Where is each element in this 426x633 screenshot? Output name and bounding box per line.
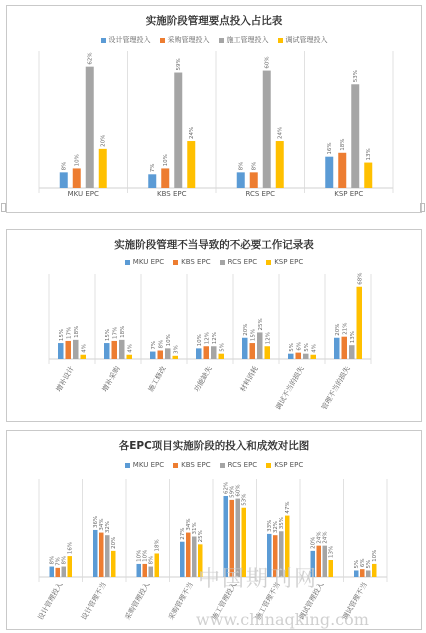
data-label: 59% <box>229 485 236 498</box>
data-label: 62% <box>223 481 230 494</box>
data-label: 32% <box>273 520 280 534</box>
data-label: 8% <box>251 161 258 171</box>
legend-label: KBS EPC <box>181 258 211 266</box>
chart-panel-1 <box>6 5 422 213</box>
bar <box>349 345 355 359</box>
x-tick-label: MKU EPC <box>67 190 99 198</box>
bar <box>204 346 210 359</box>
data-label: 21% <box>342 322 349 335</box>
data-label: 10% <box>196 334 203 347</box>
bar <box>360 569 365 577</box>
bar <box>174 73 182 188</box>
bar <box>372 564 377 577</box>
x-tick-label: 调试管理不当 <box>341 581 369 622</box>
data-label: 17% <box>66 326 73 339</box>
bar <box>276 141 284 188</box>
bar <box>73 168 81 188</box>
bar <box>60 172 68 188</box>
data-label: 8% <box>238 161 245 171</box>
data-label: 8% <box>61 555 68 565</box>
bar <box>58 343 64 359</box>
data-label: 15% <box>58 328 65 342</box>
data-label: 10% <box>142 549 149 562</box>
legend-label: KSP EPC <box>274 258 304 266</box>
legend-label: 采购管理投入 <box>167 36 210 44</box>
bar <box>161 168 169 188</box>
bar <box>180 542 185 577</box>
legend-label: 调试管理投入 <box>285 36 328 44</box>
data-label: 24% <box>189 126 196 140</box>
bar <box>211 346 217 359</box>
bar <box>150 352 156 359</box>
legend-label: 施工管理投入 <box>226 36 269 44</box>
data-label: 8% <box>49 555 56 565</box>
data-label: 3% <box>173 345 180 354</box>
bar <box>334 338 340 359</box>
data-label: 60% <box>235 484 242 497</box>
x-tick-label: 增补设计 <box>54 365 76 394</box>
bar <box>192 536 197 577</box>
bar <box>250 343 256 359</box>
data-label: 18% <box>73 325 80 338</box>
legend-label: KSP EPC <box>274 461 304 469</box>
data-label: 10% <box>165 334 172 347</box>
data-label: 5% <box>354 559 361 569</box>
legend-label: RCS EPC <box>227 258 258 266</box>
data-label: 5% <box>303 342 310 352</box>
bar <box>112 341 118 359</box>
data-label: 6% <box>296 341 303 351</box>
data-label: 4% <box>81 344 88 353</box>
data-label: 60% <box>264 56 271 69</box>
data-label: 20% <box>334 323 341 336</box>
data-label: 15% <box>250 328 257 342</box>
bar <box>93 530 98 577</box>
bar <box>81 355 87 359</box>
chart-plot <box>7 6 421 212</box>
data-label: 4% <box>127 344 134 353</box>
data-label: 12% <box>204 332 211 345</box>
data-label: 24% <box>277 126 284 140</box>
bar <box>354 570 359 577</box>
x-tick-label: 设计管理不当 <box>80 581 108 622</box>
data-label: 12% <box>265 332 272 345</box>
data-label: 10% <box>372 549 379 562</box>
bar <box>338 153 346 188</box>
data-label: 12% <box>211 332 218 345</box>
bar <box>311 355 317 359</box>
data-label: 20% <box>100 134 107 147</box>
data-label: 47% <box>285 501 292 514</box>
bar <box>148 174 156 188</box>
data-label: 68% <box>357 272 364 285</box>
legend-label: 设计管理投入 <box>108 36 151 44</box>
x-tick-label: RCS EPC <box>245 190 276 198</box>
chart-title: 各EPC项目实施阶段的投入和成效对比图 <box>118 440 310 452</box>
bar <box>143 564 148 577</box>
bar <box>323 546 328 577</box>
bar <box>186 533 191 577</box>
data-label: 13% <box>366 148 373 161</box>
chart-panel-3 <box>6 430 422 630</box>
x-tick-label: KBS EPC <box>157 190 187 198</box>
legend-label: RCS EPC <box>227 461 258 469</box>
chart-plot <box>7 431 421 629</box>
data-label: 32% <box>105 520 112 534</box>
data-label: 8% <box>158 339 165 349</box>
bar <box>99 149 107 188</box>
bar <box>86 67 94 188</box>
data-label: 27% <box>180 527 187 540</box>
data-label: 6% <box>360 558 367 568</box>
data-label: 10% <box>163 154 170 167</box>
data-label: 35% <box>279 517 286 530</box>
bar <box>237 172 245 188</box>
data-label: 33% <box>267 519 274 532</box>
bar <box>62 567 67 577</box>
data-label: 10% <box>136 549 143 562</box>
x-tick-label: 设计管理投入 <box>36 581 65 622</box>
data-label: 13% <box>328 545 335 559</box>
page-edge-marker <box>420 203 425 212</box>
bar <box>50 567 55 577</box>
bar <box>68 556 73 577</box>
bar <box>105 535 110 577</box>
x-tick-label: 功能缺失 <box>192 365 214 394</box>
data-label: 5% <box>219 342 226 352</box>
x-tick-label: 施工管理不当 <box>254 581 282 622</box>
bar <box>263 71 271 188</box>
bar <box>119 340 125 359</box>
bar <box>257 332 263 359</box>
bar <box>158 351 164 360</box>
bar <box>66 341 72 359</box>
bar <box>219 354 225 359</box>
data-label: 25% <box>257 318 264 331</box>
watermark-url: www.chinaqking.com <box>196 610 369 629</box>
bar <box>196 348 202 359</box>
bar <box>342 337 348 359</box>
bar <box>137 564 142 577</box>
data-label: 59% <box>176 58 183 71</box>
data-label: 25% <box>198 530 205 543</box>
data-label: 10% <box>74 154 81 167</box>
data-label: 34% <box>186 518 193 531</box>
x-tick-label: 施工管理投入 <box>210 581 239 622</box>
data-label: 7% <box>150 340 157 350</box>
bar <box>364 163 372 188</box>
data-label: 7% <box>150 163 157 173</box>
data-label: 17% <box>112 326 119 339</box>
data-label: 53% <box>353 70 360 83</box>
data-label: 18% <box>154 539 161 552</box>
data-label: 4% <box>311 344 318 353</box>
x-tick-label: 采购管理投入 <box>123 581 152 622</box>
bar <box>149 567 154 577</box>
data-label: 20% <box>111 536 118 549</box>
bar <box>155 553 160 577</box>
data-label: 20% <box>310 536 317 549</box>
x-tick-label: 增补采购 <box>100 365 122 394</box>
page-edge-marker <box>1 203 6 212</box>
data-label: 36% <box>93 515 100 528</box>
bar <box>187 141 195 188</box>
legend-label: MKU EPC <box>132 258 165 266</box>
bar <box>99 533 104 577</box>
bar <box>329 560 334 577</box>
chart-title: 实施阶段管理要点投入占比表 <box>145 15 283 27</box>
data-label: 7% <box>55 557 62 566</box>
data-label: 5% <box>366 559 373 569</box>
bar <box>56 568 61 577</box>
bar <box>104 343 110 359</box>
x-tick-label: 材料消耗 <box>238 365 260 394</box>
bar <box>165 348 171 359</box>
bar <box>111 551 116 577</box>
data-label: 53% <box>241 493 248 506</box>
chart-title: 实施阶段管理不当导致的不必要工作记录表 <box>114 239 314 251</box>
data-label: 5% <box>288 342 295 352</box>
bar <box>366 570 371 577</box>
bar <box>127 355 133 359</box>
data-label: 8% <box>148 555 155 565</box>
data-label: 24% <box>316 531 323 544</box>
data-label: 15% <box>104 328 111 342</box>
data-label: 20% <box>242 323 249 336</box>
data-label: 18% <box>119 325 126 338</box>
x-tick-label: 调试管理投入 <box>297 581 326 622</box>
x-tick-label: KSP EPC <box>334 190 364 198</box>
chart-panel-2 <box>6 229 422 422</box>
watermark-title: 中国期刊网 <box>198 567 319 592</box>
data-label: 24% <box>322 531 329 544</box>
data-label: 16% <box>67 541 74 555</box>
bar <box>288 354 294 359</box>
data-label: 31% <box>192 522 199 535</box>
data-label: 8% <box>61 161 68 171</box>
x-tick-label: 管理不当的损失 <box>320 365 352 412</box>
bar <box>325 157 333 188</box>
x-tick-label: 采购管理不当 <box>167 581 195 622</box>
bar <box>73 340 79 359</box>
bar <box>242 338 248 359</box>
bar <box>357 287 363 359</box>
data-label: 18% <box>340 138 347 151</box>
bar <box>173 356 179 359</box>
bar <box>303 354 309 359</box>
legend-label: MKU EPC <box>132 461 165 469</box>
data-label: 34% <box>99 518 106 531</box>
data-label: 13% <box>349 330 356 344</box>
bar <box>296 353 302 359</box>
data-label: 16% <box>327 142 334 155</box>
x-tick-label: 施工修改 <box>146 365 168 394</box>
bar <box>351 84 359 188</box>
bar <box>265 346 271 359</box>
x-tick-label: 调试不当的损失 <box>274 365 306 412</box>
data-label: 62% <box>87 52 94 65</box>
bar <box>250 172 258 188</box>
legend-label: KBS EPC <box>181 461 211 469</box>
chart-plot <box>7 230 421 421</box>
